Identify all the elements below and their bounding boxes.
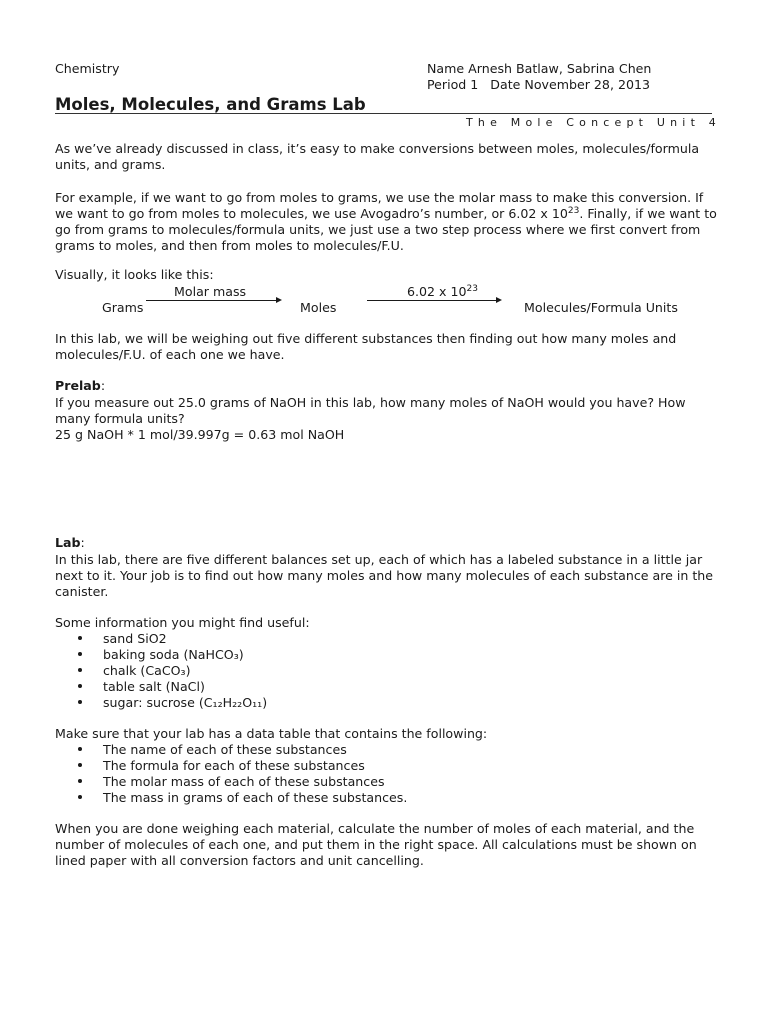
lab-heading-text: Lab (55, 535, 81, 550)
avogadro-label (407, 284, 478, 300)
list-item: baking soda (NaHCO₃) (55, 647, 267, 663)
example-text-end: . Finally, if we want to go from grams to molecules/formula units, we just use a two step process where we first convert from grams to moles, and then from moles to molecules/F.U. (55, 206, 717, 253)
exponent: 23 (567, 205, 580, 216)
molecules-label: Molecules/Formula Units (524, 300, 678, 315)
molar-mass-label: Molar mass (174, 284, 247, 299)
prelab-question: If you measure out 25.0 grams of NaOH in this lab, how many moles of NaOH would you have? How many formula units? (55, 395, 686, 426)
arrow-grams-to-moles (146, 300, 280, 301)
prelab-answer: 25 g NaOH * 1 mol/39.997g = 0.63 mol NaOH (55, 427, 345, 442)
visually-label: Visually, it looks like this: (55, 267, 214, 282)
data-table-list (55, 742, 407, 806)
list-item: chalk (CaCO₃) (55, 663, 267, 679)
grams-label: Grams (102, 300, 144, 315)
intro-paragraph: As we’ve already discussed in class, it’s easy to make conversions between moles, molecules/formula units, and grams. (55, 141, 700, 172)
prelab-colon: : (100, 378, 106, 393)
arrow-moles-to-molecules (367, 300, 500, 301)
example-paragraph (55, 190, 720, 254)
list-item: The name of each of these substances (55, 742, 407, 758)
data-table-heading: Make sure that your lab has a data table that contains the following: (55, 726, 488, 741)
unit-label: The Mole Concept Unit 4 (466, 116, 721, 129)
list-item: The formula for each of these substances (55, 758, 407, 774)
list-item: The mass in grams of each of these substances. (55, 790, 407, 806)
substance-list (55, 631, 267, 711)
lab-colon: : (80, 535, 85, 550)
subject-label: Chemistry (55, 61, 120, 76)
lab-paragraph: In this lab, there are five different balances set up, each of which has a labeled substance in a little jar next to it. Your job is to find out how many moles and how many molecules of each substance are in the canister. (55, 552, 714, 599)
list-item: sand SiO2 (55, 631, 267, 647)
list-item: sugar: sucrose (C₁₂H₂₂O₁₁) (55, 695, 267, 711)
avogadro-base: 6.02 x 10 (407, 284, 467, 299)
header-rule (55, 113, 712, 114)
lab-intro-paragraph: In this lab, we will be weighing out five different substances then finding out how many moles and molecules/F.U. of each one we have. (55, 331, 677, 362)
final-paragraph: When you are done weighing each material, calculate the number of moles of each material, and the number of molecules of each one, and put them in the right space. All calculations must be shown on lined paper with all conversion factors and unit cancelling. (55, 821, 697, 868)
period-date-line: Period 1 Date November 28, 2013 (427, 77, 650, 92)
list-item: The molar mass of each of these substances (55, 774, 407, 790)
document-title: Moles, Molecules, and Grams Lab (55, 95, 366, 114)
name-line: Name Arnesh Batlaw, Sabrina Chen (427, 61, 652, 76)
header-info (427, 61, 651, 93)
prelab-heading (55, 378, 105, 394)
lab-heading (55, 535, 85, 551)
info-heading: Some information you might find useful: (55, 615, 310, 630)
avogadro-exponent: 23 (466, 283, 478, 294)
list-item: table salt (NaCl) (55, 679, 267, 695)
moles-label: Moles (300, 300, 337, 315)
conversion-diagram (0, 284, 768, 324)
prelab-heading-text: Prelab (55, 378, 101, 393)
example-text-start: For example, if we want to go from moles to grams, we use the molar mass to make this conversion. If we want to go from moles to molecules, we use Avogadro’s number, or 6.02 x 10 (55, 190, 704, 221)
